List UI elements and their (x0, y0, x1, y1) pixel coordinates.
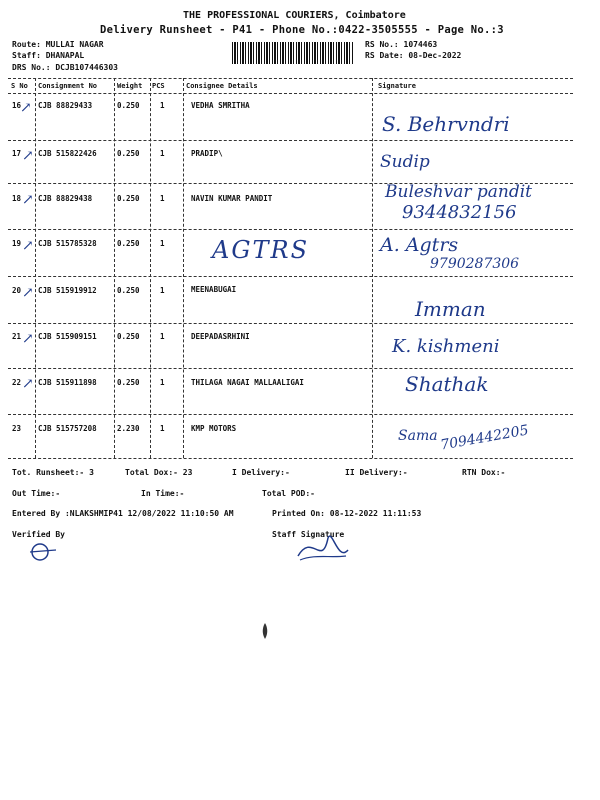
column-divider (35, 78, 36, 458)
row-consignee: NAVIN KUMAR PANDIT (191, 194, 273, 203)
row-consignee: KMP MOTORS (191, 424, 237, 433)
header-consignment: Consignment No (38, 82, 98, 90)
column-divider (114, 78, 115, 458)
row-rule (8, 323, 573, 324)
ii-delivery: II Delivery:- (345, 468, 408, 477)
row-sno: 20 (12, 286, 22, 295)
row-weight: 2.230 (117, 424, 140, 433)
row-pcs: 1 (160, 194, 165, 203)
row-sno: 18 (12, 194, 22, 203)
drs-number: DRS No.: DCJB107446303 (12, 63, 118, 72)
row-weight: 0.250 (117, 332, 140, 341)
pen-tick-mark: ↗ (22, 192, 34, 208)
barcode (232, 42, 354, 64)
row-consignee: DEEPADASRHINI (191, 332, 250, 341)
table-bottom-rule (8, 458, 573, 459)
header-signature: Signature (378, 82, 416, 90)
row-rule (8, 368, 573, 369)
row-weight: 0.250 (117, 239, 140, 248)
row-sno: 16 (12, 101, 22, 110)
pen-tick-mark: ↗ (22, 285, 34, 301)
row17-signature: Sudip (380, 152, 430, 172)
total-runsheet: Tot. Runsheet:- 3 (12, 468, 94, 477)
row-pcs: 1 (160, 101, 165, 110)
row-consignment: CJB 88829438 (38, 194, 93, 203)
staff-signature-label: Staff Signature (272, 530, 345, 539)
row-consignee: VEDHA SMRITHA (191, 101, 250, 110)
table-top-rule (8, 78, 573, 79)
row-weight: 0.250 (117, 286, 140, 295)
row16-signature: S. Behrvndri (382, 112, 510, 136)
row-weight: 0.250 (117, 149, 140, 158)
verified-by-label: Verified By (12, 530, 65, 539)
row-consignment: CJB 515909151 (38, 332, 97, 341)
header-consignee: Consignee Details (186, 82, 258, 90)
column-divider (183, 78, 184, 458)
row-consignment: CJB 515757208 (38, 424, 97, 433)
row23-signature-phone: 7094442205 (439, 422, 530, 454)
row18-signature-name: Buleshvar pandit (385, 182, 532, 202)
rs-date: RS Date: 08-Dec-2022 (365, 51, 462, 60)
row-consignment: CJB 515919912 (38, 286, 97, 295)
row-rule (8, 140, 573, 141)
row23-signature-name: Sama (398, 428, 438, 444)
row-weight: 0.250 (117, 101, 140, 110)
row-sno: 17 (12, 149, 22, 158)
in-time: In Time:- (141, 489, 185, 498)
row21-signature: K. kishmeni (392, 336, 500, 357)
column-divider (150, 78, 151, 458)
row-consignment: CJB 515822426 (38, 149, 97, 158)
row-rule (8, 229, 573, 230)
company-name: THE PROFESSIONAL COURIERS, Coimbatore (183, 10, 406, 21)
row19-handwritten-consignee: AGTRS (212, 236, 310, 264)
row22-signature: Shathak (405, 372, 489, 396)
verified-signature-mark (26, 540, 60, 564)
staff-label: Staff: DHANAPAL (12, 51, 85, 60)
pen-tick-mark: ↗ (22, 331, 34, 347)
i-delivery: I Delivery:- (232, 468, 290, 477)
row-pcs: 1 (160, 286, 165, 295)
row-pcs: 1 (160, 378, 165, 387)
row-pcs: 1 (160, 332, 165, 341)
pen-tick-mark: ↗ (22, 238, 34, 254)
row-pcs: 1 (160, 424, 165, 433)
route-label: Route: MULLAI NAGAR (12, 40, 104, 49)
row-pcs: 1 (160, 149, 165, 158)
column-divider (372, 78, 373, 458)
table-header-rule (8, 93, 573, 94)
row-consignment: CJB 515911898 (38, 378, 97, 387)
row-weight: 0.250 (117, 378, 140, 387)
entered-by: Entered By :NLAKSHMIP41 12/08/2022 11:10:50 AM (12, 509, 234, 518)
row-consignee: MEENABUGAI (191, 285, 237, 294)
out-time: Out Time:- (12, 489, 61, 498)
row18-signature-phone: 9344832156 (402, 202, 517, 223)
pen-tick-mark: ↗ (22, 148, 34, 164)
row-consignment: CJB 88829433 (38, 101, 93, 110)
row-weight: 0.250 (117, 194, 140, 203)
row-rule (8, 414, 573, 415)
rtn-dox: RTN Dox:- (462, 468, 506, 477)
row-pcs: 1 (160, 239, 165, 248)
runsheet-title: Delivery Runsheet - P41 - Phone No.:0422-3505555 - Page No.:3 (100, 24, 504, 36)
row19-signature-name: A. Agtrs (380, 234, 459, 256)
pen-tick-mark: ↗ (20, 100, 32, 116)
row-sno: 19 (12, 239, 22, 248)
header-weight: Weight (117, 82, 143, 90)
row-sno: 23 (12, 424, 22, 433)
row-consignee: THILAGA NAGAI MALLAALIGAI (191, 378, 304, 387)
header-sno: S No (11, 82, 28, 90)
row-consignment: CJB 515785328 (38, 239, 97, 248)
row-rule (8, 276, 573, 277)
row-consignee: PRADIP\ (191, 149, 223, 158)
rs-number: RS No.: 1074463 (365, 40, 438, 49)
staff-signature-mark (292, 528, 352, 568)
printed-on: Printed On: 08-12-2022 11:11:53 (272, 509, 422, 518)
total-dox: Total Dox:- 23 (125, 468, 193, 477)
total-pod: Total POD:- (262, 489, 315, 498)
pen-tick-mark: ↗ (22, 376, 34, 392)
row-sno: 22 (12, 378, 22, 387)
row19-signature-phone: 9790287306 (430, 256, 520, 272)
row-sno: 21 (12, 332, 22, 341)
row20-signature: Imman (415, 297, 486, 321)
ink-smudge (260, 622, 270, 640)
header-pcs: PCS (152, 82, 165, 90)
